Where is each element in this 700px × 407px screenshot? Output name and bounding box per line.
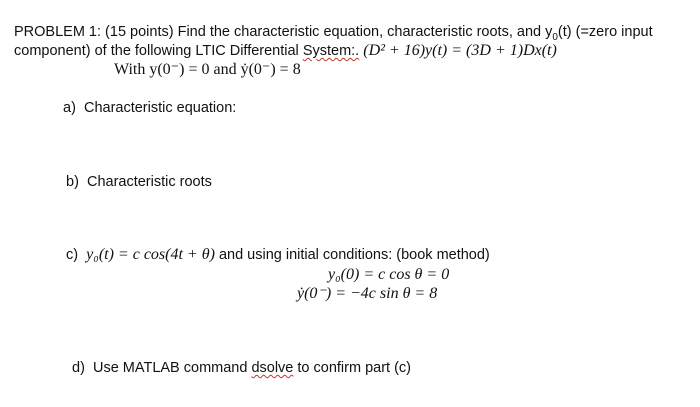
condition-y0: y₀(0) = c cos θ = 0 — [328, 266, 450, 283]
system-word: System:. — [302, 43, 360, 59]
part-b-text: Characteristic roots — [86, 174, 212, 190]
part-b — [66, 173, 212, 191]
part-c — [66, 246, 490, 264]
part-d — [72, 359, 411, 377]
dsolve-command: dsolve — [251, 360, 294, 376]
part-d-text: Use MATLAB command — [92, 360, 252, 376]
part-c-text: and using initial conditions: (book method) — [218, 247, 490, 263]
initial-conditions: With y(0⁻) = 0 and ẏ(0⁻) = 8 — [114, 61, 301, 78]
part-a-label: a) — [63, 100, 76, 116]
problem-statement-tail: (t) (=zero input — [557, 24, 653, 40]
zero-subscript: 0 — [552, 31, 558, 43]
problem-line-2 — [14, 42, 557, 60]
problem-statement-text: PROBLEM 1: (15 points) Find the characteristic equation, characteristic roots, and y — [14, 24, 553, 40]
part-c-equation: y₀(t) = c cos(4t + θ) — [86, 246, 215, 263]
problem-statement-continued: component) of the following LTIC Differential — [14, 43, 303, 59]
part-d-text-tail: to confirm part (c) — [293, 360, 412, 376]
condition-ydot: ẏ(0⁻) = −4c sin θ = 8 — [297, 285, 438, 302]
part-d-label: d) — [72, 360, 85, 376]
problem-line-1 — [14, 23, 653, 41]
differential-equation: (D² + 16)y(t) = (3D + 1)Dx(t) — [363, 42, 557, 59]
part-a-text: Characteristic equation: — [83, 100, 237, 116]
part-c-label: c) — [66, 247, 79, 263]
part-a — [63, 99, 236, 117]
part-b-label: b) — [66, 174, 79, 190]
